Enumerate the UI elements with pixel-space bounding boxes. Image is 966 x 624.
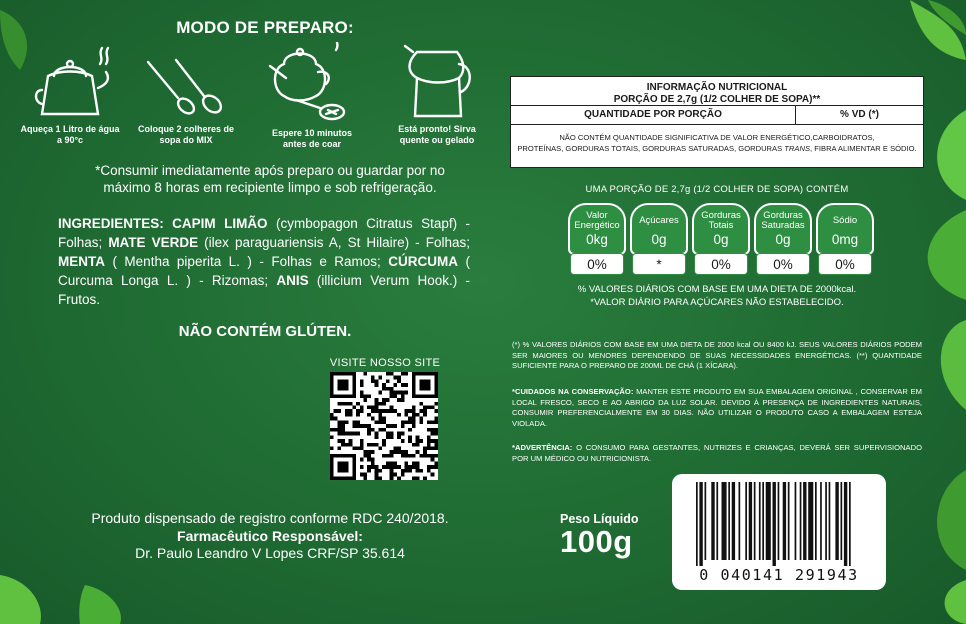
badge-top: [630, 203, 688, 255]
badge-top: [692, 203, 750, 255]
leaf-bottom-right-decoration: [895, 470, 966, 624]
badge-energy: [568, 203, 626, 276]
preparation-title: MODO DE PREPARO:: [176, 18, 354, 37]
badge-top: [816, 203, 874, 255]
ingredients-heading: INGREDIENTES:: [58, 216, 164, 231]
nutrition-body-trans: TRANS: [784, 144, 811, 153]
qr-code[interactable]: [330, 372, 438, 480]
sugar-vd-note: *VALOR DIÁRIO PARA AÇÚCARES NÃO ESTABELECIDO.: [590, 297, 844, 308]
badge-percent: 0%: [570, 253, 624, 275]
footnote-warning: [512, 443, 922, 464]
barcode-bar: [820, 482, 822, 560]
vd-note: % VALORES DIÁRIOS COM BASE EM UMA DIETA DE 2000kcal.: [577, 284, 857, 295]
barcode-bar: [778, 482, 780, 560]
barcode-bar: [841, 482, 843, 560]
badge-name: Sódio: [832, 215, 858, 226]
nutrition-table: [510, 76, 924, 168]
badge-percent: 0%: [694, 253, 748, 275]
badge-value: 0g: [775, 232, 791, 247]
net-weight-value: 100g: [560, 524, 633, 559]
ingredient-name: CÚRCUMA: [388, 254, 459, 269]
warning-label: *ADVERTÊNCIA:: [512, 443, 573, 452]
barcode-number: 0 040141 291943: [699, 566, 859, 584]
barcode-bar: [800, 482, 802, 560]
barcode-bar: [722, 482, 727, 560]
ingredient-detail: ( Curcuma Longa L. ) - Rizomas;: [58, 254, 470, 288]
barcode-bar: [844, 482, 847, 566]
barcode-bar: [759, 482, 761, 560]
ingredient-name: MENTA: [58, 254, 105, 269]
badge-value: 0mg: [831, 232, 859, 247]
barcode-bar: [716, 482, 718, 560]
barcode-bar: [749, 482, 752, 560]
barcode-bars: [672, 474, 886, 566]
kettle-icon: [30, 42, 110, 120]
nutrition-body-line: NÃO CONTÉM QUANTIDADE SIGNIFICATIVA DE VALOR ENERGÉTICO,CARBOIDRATOS,: [559, 133, 875, 142]
ingredient-detail: ( Mentha piperita L. ) - Folhas e Ramos;: [105, 254, 389, 269]
badge-value: 0g: [651, 232, 667, 247]
barcode-bar: [849, 482, 851, 566]
barcode-bar: [795, 482, 797, 560]
nutrition-body-line: [511, 143, 923, 154]
badge-saturated-fat: [754, 203, 812, 276]
visit-site-label: VISITE NOSSO SITE: [329, 357, 441, 369]
barcode-bar: [762, 482, 764, 560]
badge-top: [754, 203, 812, 255]
barcode-bar: [835, 482, 838, 560]
gluten-free-notice: NÃO CONTÉM GLÚTEN.: [178, 323, 352, 340]
pitcher-icon: [399, 42, 475, 120]
conservation-text: MANTER ESTE PRODUTO EM SUA EMBALAGEM ORIGINAL , CONSERVAR EM LOCAL FRESCO, SECO E AO ABRIGO DA LUZ SOLAR. DEVIDO À PRESENÇA DE INGREDIENTES NATURAIS, CONSUMIR PREFERENCIALMENTE EM 30 DIAS. NÃO UTILIZAR O PRODUTO CASO A EMBALAGEM ESTEJA VIOLADA.: [512, 387, 922, 428]
footnote-conservation: [512, 387, 922, 429]
step-add-mix: [134, 42, 238, 146]
registration-block: [40, 510, 500, 563]
barcode-bar: [825, 482, 827, 560]
net-weight-label: Peso Líquido: [560, 512, 639, 526]
barcode-bar: [803, 482, 806, 560]
barcode-bar: [728, 482, 730, 560]
step-boil-water: [18, 42, 122, 146]
ingredient-detail: (ilex paraguariensis A, St Hilaire) - Folhas;: [198, 235, 470, 250]
barcode-bar: [766, 482, 771, 560]
badge-sodium: [816, 203, 874, 276]
badge-name: Valor Energético: [574, 210, 620, 231]
barcode-bar: [699, 482, 702, 566]
barcode-bar: [754, 482, 756, 560]
badge-name: Gorduras Totais: [701, 210, 741, 231]
ingredient-detail: (illicium Verum Hook.) - Frutos.: [58, 273, 470, 307]
badge-percent: *: [632, 253, 686, 275]
portion-line: UMA PORÇÃO DE 2,7g (1/2 COLHER DE SOPA) CONTÉM: [585, 184, 849, 195]
badge-value: 0kg: [586, 232, 608, 247]
leaf-bottom-left-decoration: [0, 555, 130, 624]
nutrition-body-text: , FIBRA ALIMENTAR E SÓDIO.: [810, 144, 917, 153]
barcode-bar: [732, 482, 735, 560]
column-vd: % VD (*): [840, 109, 879, 120]
pharmacist-label: Farmacêutico Responsável:: [177, 527, 363, 544]
ingredient-name: CAPIM LIMÃO: [172, 216, 268, 231]
nutrition-portion: PORÇÃO DE 2,7g (1/2 COLHER DE SOPA)**: [613, 94, 821, 105]
barcode-bar: [745, 482, 747, 560]
nutrition-body: [511, 125, 923, 154]
teapot-strainer-icon: [266, 42, 358, 124]
badge-percent: 0%: [756, 253, 810, 275]
badge-sugars: [630, 203, 688, 276]
step-wait: [260, 42, 364, 150]
conservation-label: *CUIDADOS NA CONSERVAÇÃO:: [512, 387, 634, 396]
nutrition-title: INFORMAÇÃO NUTRICIONAL: [646, 82, 788, 93]
step-2-label: Coloque 2 colheres de sopa do MIX: [137, 124, 235, 145]
ingredient-name: MATE VERDE: [108, 235, 199, 250]
badge-name: Açúcares: [639, 215, 679, 226]
step-3-label: Espere 10 minutos antes de coar: [271, 128, 353, 149]
badge-top: [568, 203, 626, 255]
ingredient-detail: (cymbopagon Citratus Stapf) - Folhas;: [58, 216, 470, 250]
warning-text: O CONSUMO PARA GESTANTES, NUTRIZES E CRIANÇAS, DEVERÁ SER SUPERVISIONADO POR UM MÉDICO OU NUTRICIONISTA.: [512, 443, 922, 463]
badge-value: 0g: [713, 232, 729, 247]
step-1-label: Aqueça 1 Litro de água a 90°c: [20, 124, 120, 145]
step-serve: [385, 42, 489, 146]
barcode-bar: [808, 482, 813, 560]
nutrition-header: [511, 77, 923, 106]
nutrition-column-headers: [511, 106, 923, 125]
spoons-icon: [140, 42, 232, 120]
column-quantity: QUANTIDADE POR PORÇÃO: [511, 106, 796, 124]
barcode-bar: [711, 482, 714, 560]
consumption-note: *Consumir imediatamente após preparo ou guardar por no máximo 8 horas em recipiente limpo e sob refrigeração.: [95, 163, 445, 195]
barcode-bar: [815, 482, 817, 560]
ingredients-block: [58, 214, 470, 309]
badge-percent: 0%: [818, 253, 872, 275]
badge-name: Gorduras Saturadas: [761, 210, 805, 231]
badge-total-fat: [692, 203, 750, 276]
step-4-label: Está pronto! Sirva quente ou gelado: [398, 124, 476, 145]
barcode-bar: [773, 482, 776, 566]
barcode-bar: [739, 482, 741, 560]
registration-line: Produto dispensado de registro conforme RDC 240/2018.: [91, 510, 449, 526]
footnote-daily-values: (*) % VALORES DIÁRIOS COM BASE EM UMA DIETA DE 2000 kcal OU 8400 kJ. SEUS VALORES DIÁRIOS PODEM SER MAIORES OU MENORES DEPENDENDO DE SUAS NECESSIDADES ENERGÉTICAS. (**) QUANTIDADE SUFICIENTE PARA O PREPARO DE 200ML DE CHÁ (1 XÍCARA).: [512, 340, 922, 371]
nutrition-body-text: PROTEÍNAS, GORDURAS TOTAIS, GORDURAS SATURADAS, GORDURAS: [517, 144, 785, 153]
barcode-bar: [788, 482, 790, 560]
barcode: [672, 474, 886, 590]
pharmacist-name: Dr. Paulo Leandro V Lopes CRF/SP 35.614: [135, 545, 405, 561]
barcode-bar: [783, 482, 786, 560]
barcode-bar: [696, 482, 698, 566]
barcode-bar: [705, 482, 707, 560]
barcode-bar: [829, 482, 831, 560]
ingredient-name: ANIS: [276, 273, 309, 288]
